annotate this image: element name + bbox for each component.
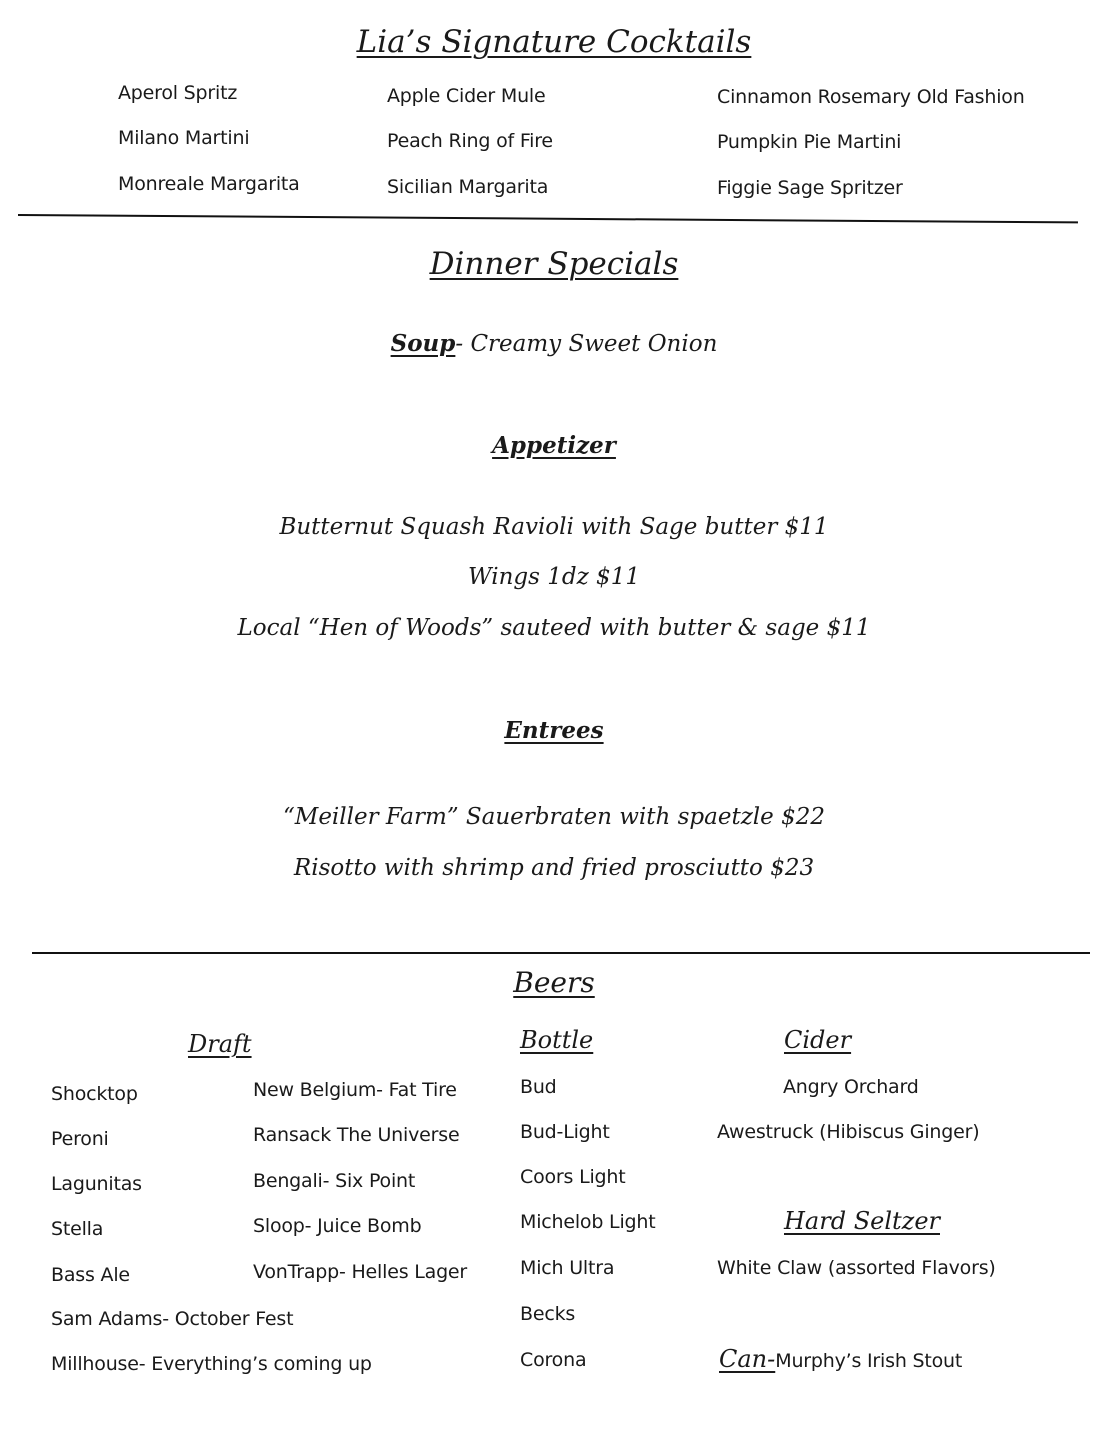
cocktail-item: Aperol Spritz bbox=[118, 82, 238, 104]
draft-item: New Belgium- Fat Tire bbox=[253, 1079, 457, 1101]
cider-item: Awestruck (Hibiscus Ginger) bbox=[717, 1121, 980, 1143]
beers-title: Beers bbox=[513, 966, 595, 999]
soup-text: - Creamy Sweet Onion bbox=[455, 331, 718, 357]
draft-item: Sloop- Juice Bomb bbox=[253, 1215, 422, 1237]
draft-item: Millhouse- Everything’s coming up bbox=[51, 1353, 372, 1375]
cocktail-item: Pumpkin Pie Martini bbox=[717, 131, 902, 153]
cocktail-item: Monreale Margarita bbox=[118, 173, 300, 195]
soup-label: Soup bbox=[390, 330, 456, 357]
cocktail-item: Milano Martini bbox=[118, 127, 250, 149]
draft-item: Sam Adams- October Fest bbox=[51, 1308, 294, 1330]
bottle-item: Coors Light bbox=[520, 1166, 626, 1188]
draft-item: Bengali- Six Point bbox=[253, 1170, 416, 1192]
seltzer-heading: Hard Seltzer bbox=[784, 1207, 940, 1235]
cider-item: Angry Orchard bbox=[783, 1076, 919, 1098]
appetizer-item: Butternut Squash Ravioli with Sage butter $11 bbox=[279, 514, 829, 540]
cider-heading: Cider bbox=[784, 1026, 852, 1054]
cocktail-item: Sicilian Margarita bbox=[387, 176, 549, 198]
cocktail-item: Cinnamon Rosemary Old Fashion bbox=[717, 86, 1025, 108]
bottle-item: Bud-Light bbox=[520, 1121, 610, 1143]
entree-item: “Meiller Farm” Sauerbraten with spaetzle $22 bbox=[283, 804, 825, 830]
bottle-item: Bud bbox=[520, 1076, 557, 1098]
can-line bbox=[719, 1345, 962, 1373]
cocktail-item: Figgie Sage Spritzer bbox=[717, 177, 903, 199]
appetizer-item: Local “Hen of Woods” sauteed with butter & sage $11 bbox=[237, 615, 871, 641]
entree-item: Risotto with shrimp and fried prosciutto $23 bbox=[293, 855, 815, 881]
draft-item: Bass Ale bbox=[51, 1264, 130, 1286]
cocktail-item: Peach Ring of Fire bbox=[387, 130, 553, 152]
entrees-heading: Entrees bbox=[504, 717, 604, 744]
draft-item: Lagunitas bbox=[51, 1173, 142, 1195]
draft-item: Peroni bbox=[51, 1128, 109, 1150]
cocktail-item: Apple Cider Mule bbox=[387, 85, 546, 107]
section-divider bbox=[18, 214, 1078, 223]
draft-item: Ransack The Universe bbox=[253, 1124, 460, 1146]
soup-line bbox=[391, 330, 718, 357]
appetizer-heading: Appetizer bbox=[492, 432, 616, 459]
appetizer-item: Wings 1dz $11 bbox=[468, 564, 640, 590]
draft-heading: Draft bbox=[188, 1030, 252, 1058]
bottle-item: Becks bbox=[520, 1303, 576, 1325]
cocktails-title: Lia’s Signature Cocktails bbox=[356, 24, 752, 60]
seltzer-item: White Claw (assorted Flavors) bbox=[717, 1257, 996, 1279]
bottle-item: Mich Ultra bbox=[520, 1257, 615, 1279]
bottle-item: Michelob Light bbox=[520, 1211, 656, 1233]
draft-item: Stella bbox=[51, 1218, 104, 1240]
can-label: Can- bbox=[719, 1345, 776, 1373]
bottle-item: Corona bbox=[520, 1349, 587, 1371]
can-item: Murphy’s Irish Stout bbox=[775, 1350, 963, 1372]
draft-item: VonTrapp- Helles Lager bbox=[253, 1261, 468, 1283]
specials-title: Dinner Specials bbox=[429, 246, 679, 282]
bottle-heading: Bottle bbox=[520, 1026, 594, 1054]
section-divider bbox=[32, 952, 1090, 954]
draft-item: Shocktop bbox=[51, 1083, 138, 1105]
